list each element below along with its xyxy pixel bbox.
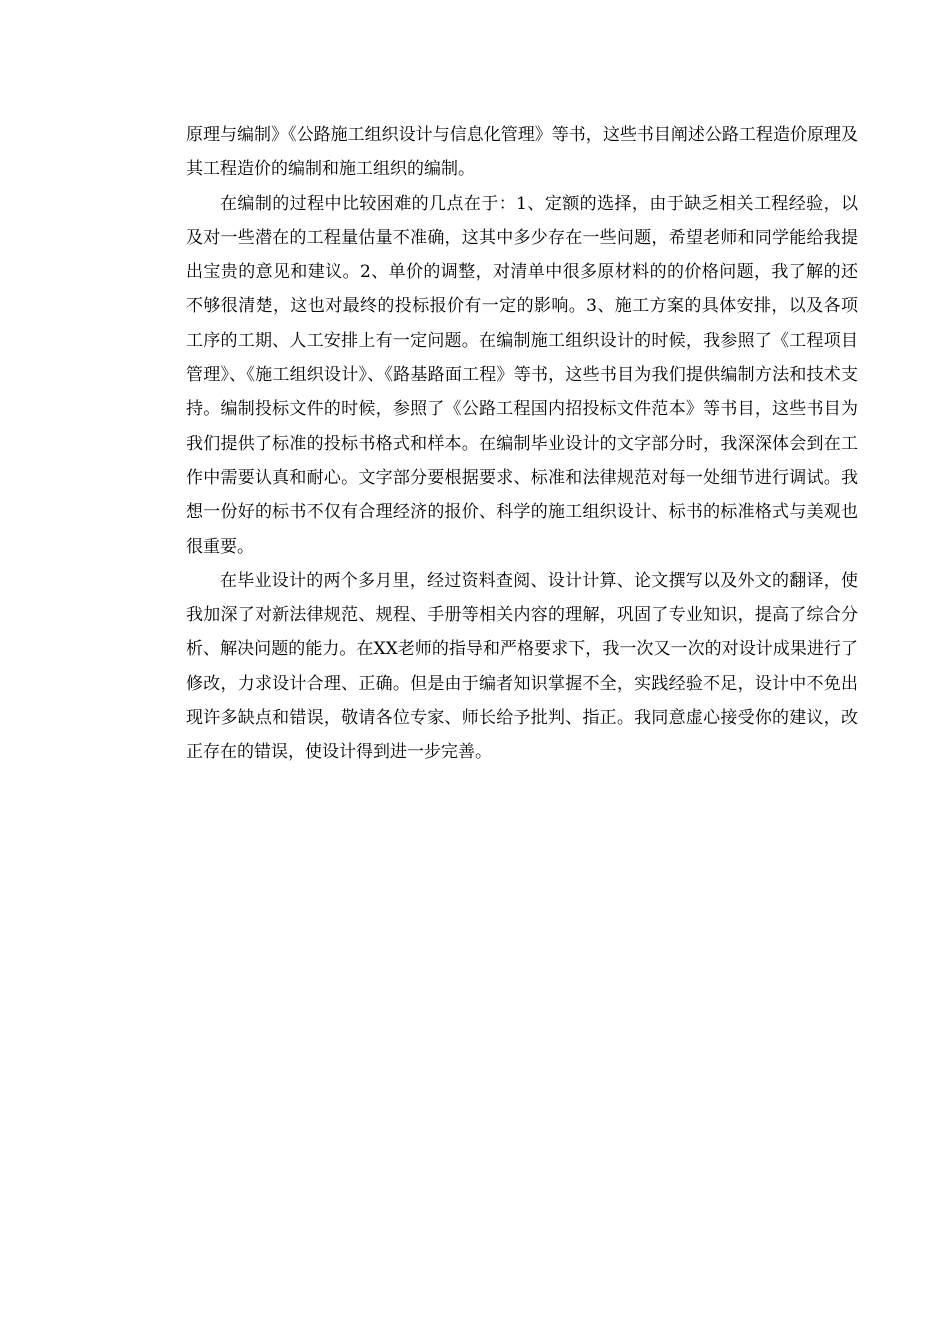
- document-body: [186, 118, 858, 770]
- paragraph-1: 原理与编制》《公路施工组织设计与信息化管理》等书，这些书目阐述公路工程造价原理及其工程造价的编制和施工组织的编制。: [186, 125, 858, 180]
- paragraph-3: 在毕业设计的两个多月里，经过资料查阅、设计计算、论文撰写以及外文的翻译，使我加深了对新法律规范、规程、手册等相关内容的理解，巩固了专业知识，提高了综合分析、解决问题的能力。在XX老师的指导和严格要求下，我一次又一次的对设计成果进行了修改，力求设计合理、正确。但是由于编者知识掌握不全，实践经验不足，设计中不免出现许多缺点和错误，敬请各位专家、师长给予批判、指正。我同意虚心接受你的建议，改正存在的错误，使设计得到进一步完善。: [186, 570, 858, 763]
- paragraph-2: 在编制的过程中比较困难的几点在于：1、定额的选择，由于缺乏相关工程经验，以及对一些潜在的工程量估量不准确，这其中多少存在一些问题，希望老师和同学能给我提出宝贵的意见和建议。2、单价的调整，对清单中很多原材料的的价格问题，我了解的还不够很清楚，这也对最终的投标报价有一定的影响。3、施工方案的具体安排，以及各项工序的工期、人工安排上有一定问题。在编制施工组织设计的时候，我参照了《工程项目管理》、《施工组织设计》、《路基路面工程》等书，这些书目为我们提供编制方法和技术支持。编制投标文件的时候，参照了《公路工程国内招投标文件范本》等书目，这些书目为我们提供了标准的投标书格式和样本。在编制毕业设计的文字部分时，我深深体会到在工作中需要认真和耐心。文字部分要根据要求、标准和法律规范对每一处细节进行调试。我想一份好的标书不仅有合理经济的报价、科学的施工组织设计、标书的标准格式与美观也很重要。: [186, 193, 858, 557]
